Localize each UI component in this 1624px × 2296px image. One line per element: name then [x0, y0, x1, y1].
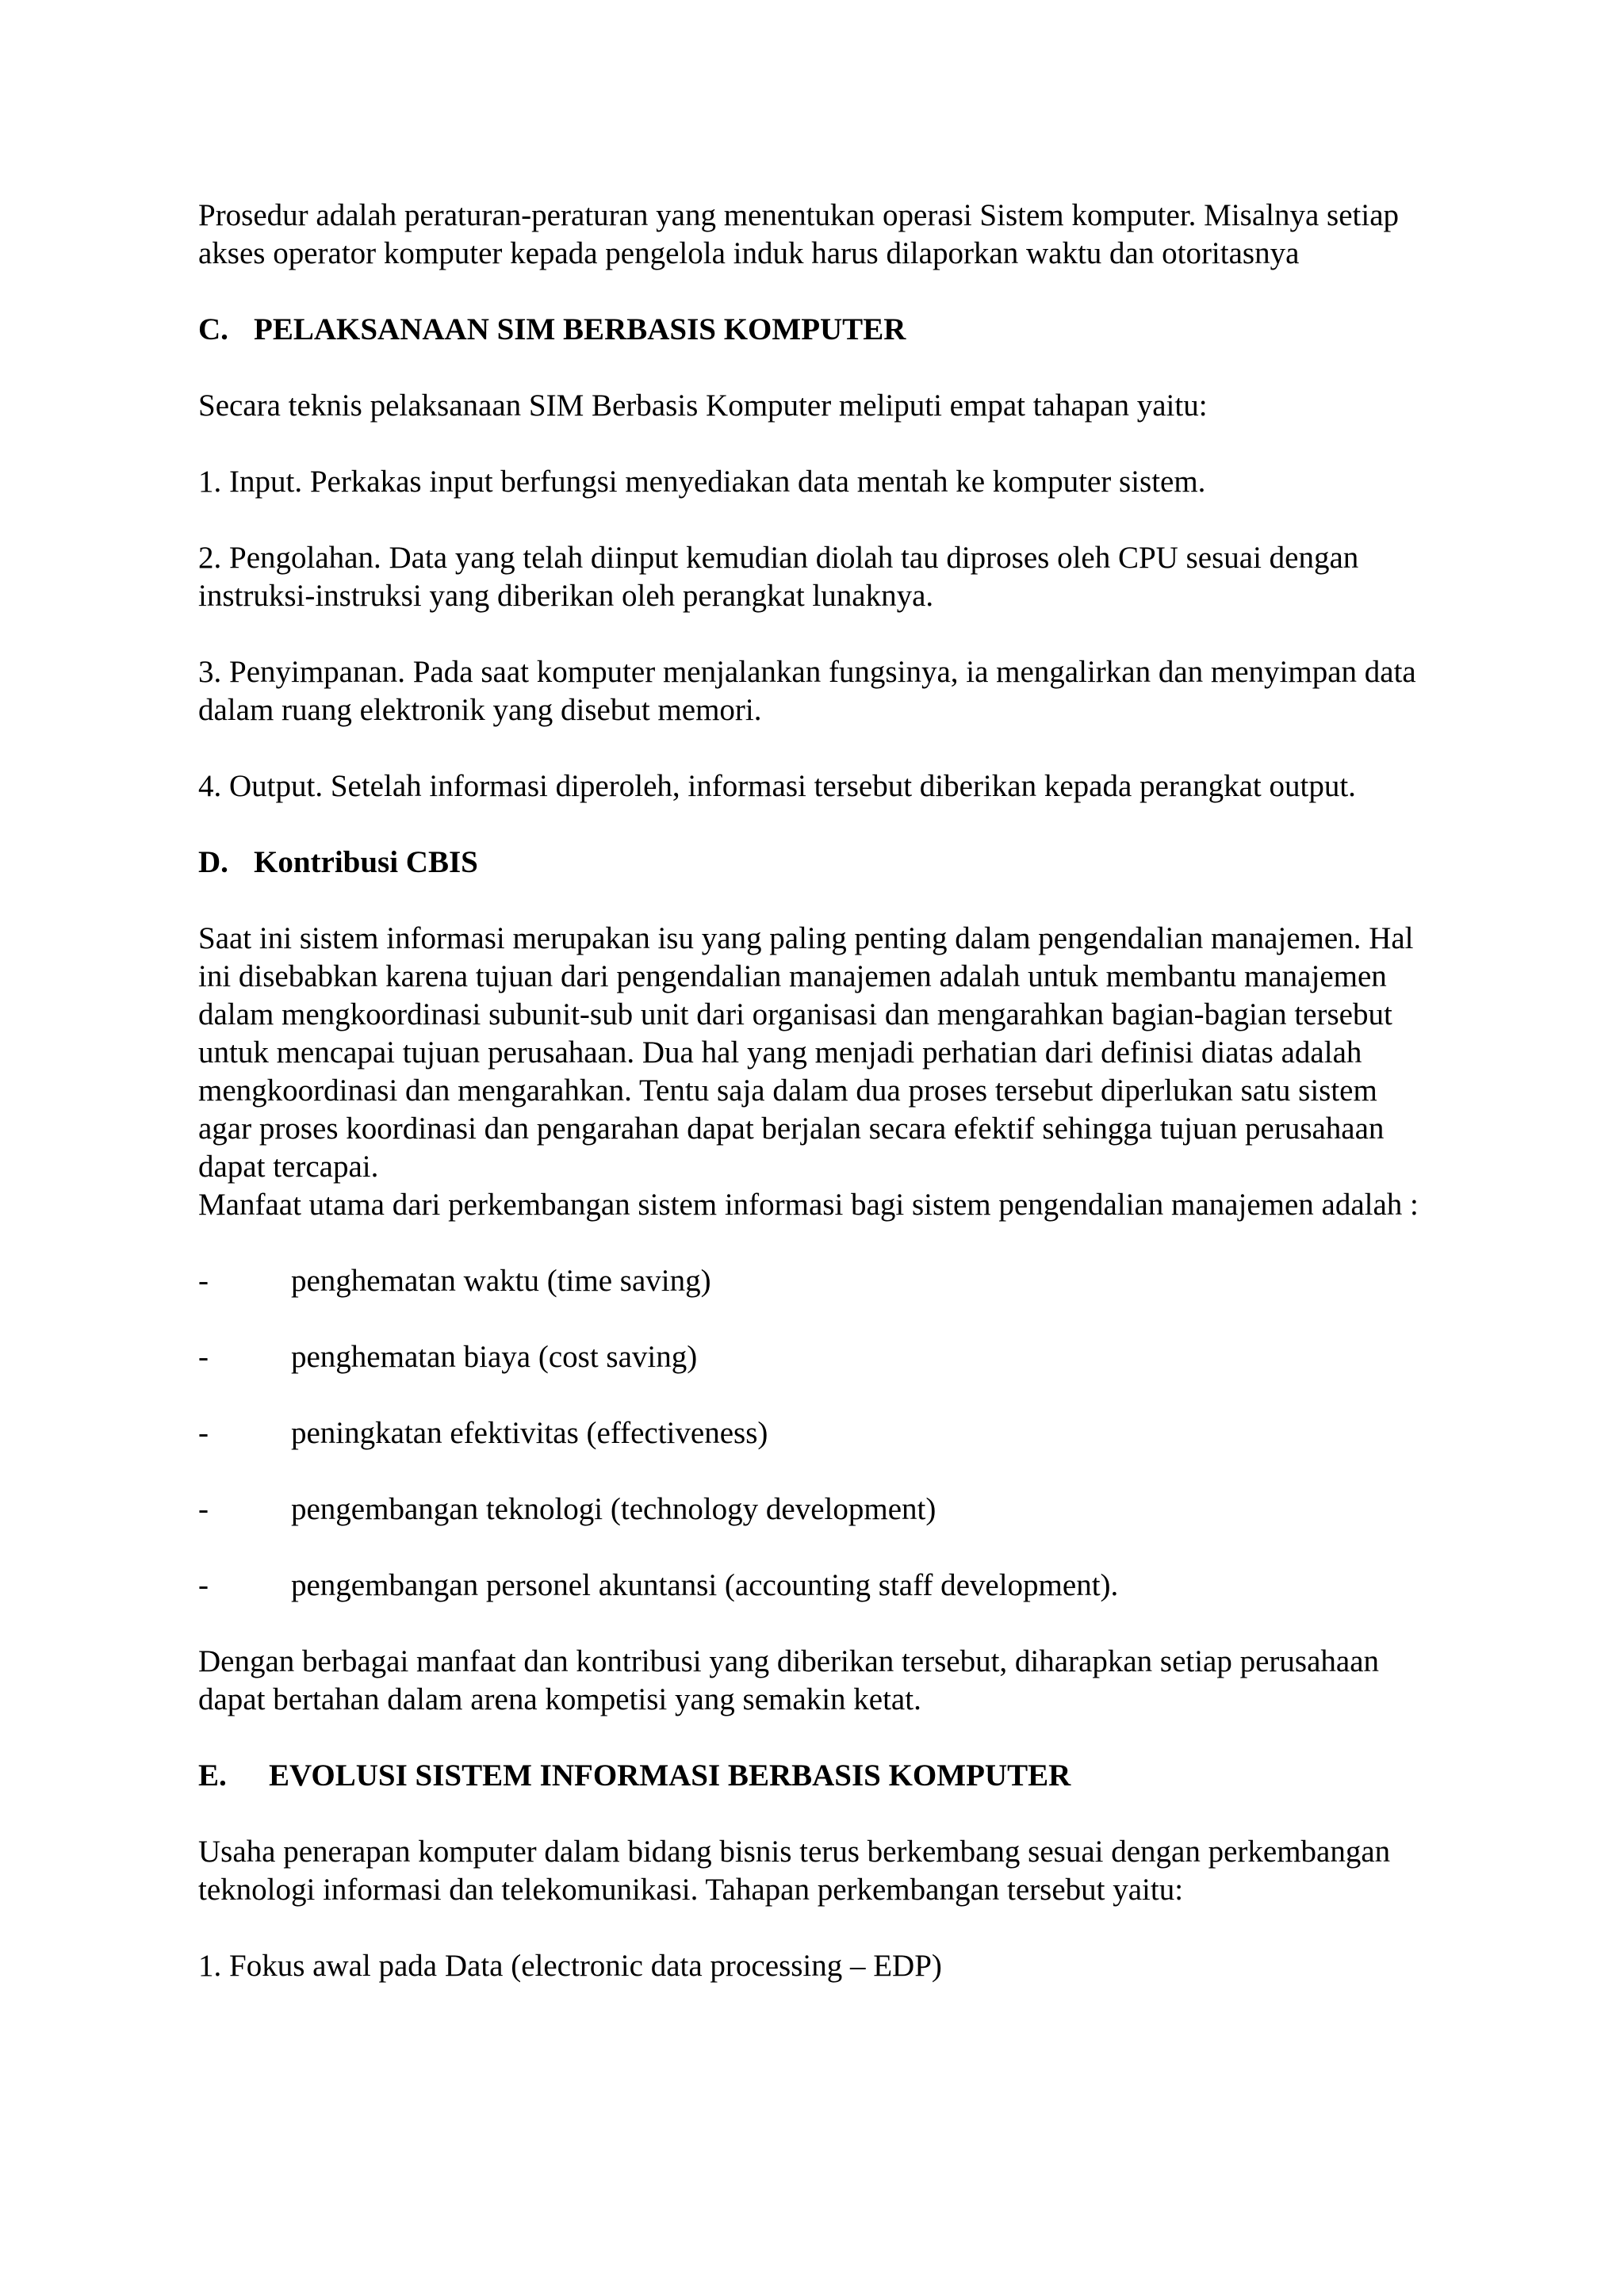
section-e-letter: E. — [198, 1758, 227, 1793]
section-c-letter: C. — [198, 312, 228, 346]
section-c-item-4: 4. Output. Setelah informasi diperoleh, informasi tersebut diberikan kepada perangkat output. — [198, 769, 1356, 803]
list-item — [198, 1262, 1435, 1300]
list-item — [198, 1414, 1435, 1452]
intro-paragraph: Prosedur adalah peraturan-peraturan yang menentukan operasi Sistem komputer. Misalnya setiap akses operator komputer kepada pengelola induk harus dilaporkan waktu dan otoritasnya — [198, 198, 1400, 270]
section-c-item-3: 3. Penyimpanan. Pada saat komputer menjalankan fungsinya, ia mengalirkan dan menyimpan data dalam ruang elektronik yang disebut memori. — [198, 655, 1416, 727]
section-e-item-1: 1. Fokus awal pada Data (electronic data processing – EDP) — [198, 1949, 942, 1983]
document-body — [198, 197, 1435, 2023]
section-d-paragraph-2: Manfaat utama dari perkembangan sistem informasi bagi sistem pengendalian manajemen adalah : — [198, 1188, 1419, 1222]
section-c-heading — [198, 311, 1435, 349]
list-item — [198, 1567, 1435, 1605]
bullet-text: pengembangan teknologi (technology development) — [291, 1492, 936, 1526]
section-d-heading — [198, 844, 1435, 882]
bullet-text: penghematan biaya (cost saving) — [291, 1340, 698, 1374]
section-d-closing: Dengan berbagai manfaat dan kontribusi yang diberikan tersebut, diharapkan setiap perusahaan dapat bertahan dalam arena kompetisi yang semakin ketat. — [198, 1644, 1380, 1716]
bullet-marker: - — [198, 1340, 209, 1374]
bullet-text: penghematan waktu (time saving) — [291, 1264, 711, 1298]
section-d-letter: D. — [198, 845, 228, 879]
section-e-heading — [198, 1757, 1435, 1795]
section-c-title: PELAKSANAAN SIM BERBASIS KOMPUTER — [254, 312, 906, 346]
bullet-marker: - — [198, 1568, 209, 1602]
bullet-marker: - — [198, 1416, 209, 1450]
section-c-item-1: 1. Input. Perkakas input berfungsi menyediakan data mentah ke komputer sistem. — [198, 465, 1206, 499]
bullet-marker: - — [198, 1492, 209, 1526]
section-e-title: EVOLUSI SISTEM INFORMASI BERBASIS KOMPUTER — [269, 1758, 1071, 1793]
section-d-title: Kontribusi CBIS — [254, 845, 478, 879]
list-item — [198, 1490, 1435, 1529]
list-item — [198, 1338, 1435, 1376]
section-c-lead: Secara teknis pelaksanaan SIM Berbasis Komputer meliputi empat tahapan yaitu: — [198, 388, 1208, 423]
bullet-text: peningkatan efektivitas (effectiveness) — [291, 1416, 768, 1450]
bullet-marker: - — [198, 1264, 209, 1298]
benefits-list — [198, 1262, 1435, 1605]
section-c-item-2: 2. Pengolahan. Data yang telah diinput kemudian diolah tau diproses oleh CPU sesuai dengan instruksi-instruksi yang diberikan oleh perangkat lunaknya. — [198, 541, 1359, 613]
section-e-lead: Usaha penerapan komputer dalam bidang bisnis terus berkembang sesuai dengan perkembangan teknologi informasi dan telekomunikasi. Tahapan perkembangan tersebut yaitu: — [198, 1835, 1391, 1907]
bullet-text: pengembangan personel akuntansi (accounting staff development). — [291, 1568, 1119, 1602]
section-d-paragraph-1: Saat ini sistem informasi merupakan isu yang paling penting dalam pengendalian manajemen. Hal ini disebabkan karena tujuan dari pengendalian manajemen adalah untuk membantu manajemen dalam mengkoordinasi subunit-sub unit dari organisasi dan mengarahkan bagian-bagian tersebut untuk mencapai tujuan perusahaan. Dua hal yang menjadi perhatian dari definisi diatas adalah mengkoordinasi dan mengarahkan. Tentu saja dalam dua proses tersebut diperlukan satu sistem agar proses koordinasi dan pengarahan dapat berjalan secara efektif sehingga tujuan perusahaan dapat tercapai. — [198, 921, 1414, 1184]
